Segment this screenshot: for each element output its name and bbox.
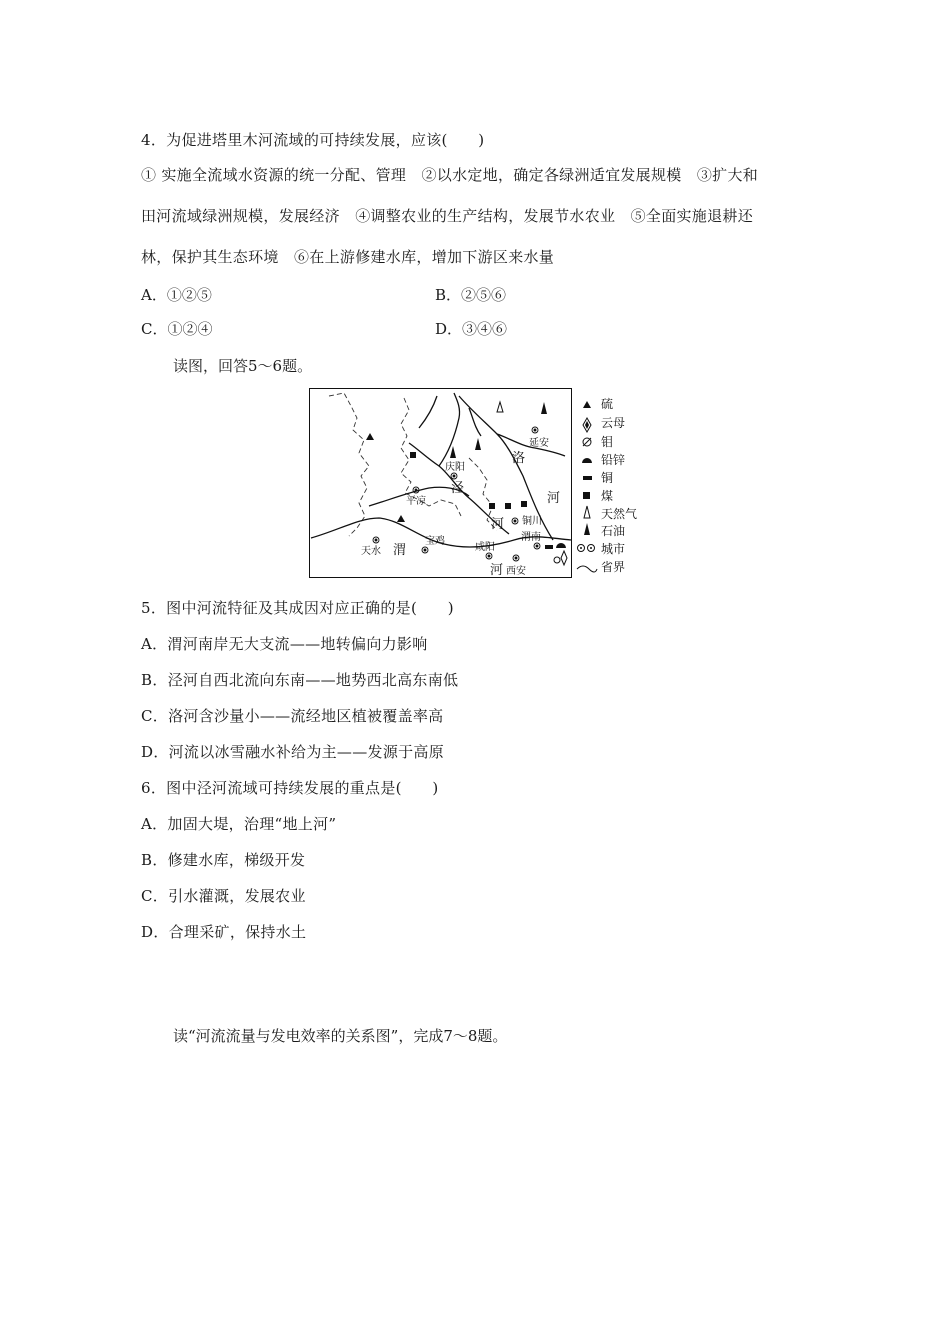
city-label-tongchuan: 铜川	[522, 516, 542, 527]
map-oil-symbol-2	[475, 438, 481, 450]
map-leadzinc-symbol	[556, 543, 566, 548]
legend-leadzinc-icon	[582, 458, 592, 463]
q5-option-a: A．渭河南岸无大支流——地转偏向力影响	[141, 635, 428, 653]
legend-sulfur: 硫	[601, 397, 614, 411]
city-label-baoji: 宝鸡	[425, 536, 445, 547]
map-gas-symbol	[497, 402, 503, 412]
map-legend	[577, 396, 637, 574]
legend-copper: 铜	[601, 471, 614, 485]
q4-option-c: C．①②④	[141, 320, 213, 338]
legend-oil-icon	[584, 523, 590, 535]
city-label-qingyang: 庆阳	[445, 462, 465, 473]
q6-option-c: C．引水灌溉，发展农业	[141, 887, 306, 905]
map-oil-symbol	[450, 446, 456, 458]
map-copper-symbol	[545, 545, 553, 549]
legend-mica: 云母	[601, 416, 626, 430]
river-label-jing-he: 河	[491, 517, 505, 532]
q4-statements-line3: 林，保护其生态环境 ⑥在上游修建水库，增加下游区来水量	[141, 248, 555, 266]
map-coal-symbol	[410, 452, 416, 458]
legend-gas: 天然气	[601, 507, 638, 521]
legend-copper-icon	[583, 476, 592, 480]
legend-oil: 石油	[601, 524, 626, 538]
city-label-pingliang: 平凉	[406, 496, 426, 507]
city-label-yanan: 延安	[529, 438, 549, 449]
city-label-tianshui: 天水	[361, 546, 381, 557]
q5-stem: 5．图中河流特征及其成因对应正确的是( )	[141, 599, 454, 617]
city-label-xianyang: 咸阳	[475, 542, 495, 553]
q4-option-b: B．②⑤⑥	[435, 286, 507, 304]
q4-statements-line2: 田河流域绿洲规模，发展经济 ④调整农业的生产结构，发展节水农业 ⑤全面实施退耕还	[141, 207, 754, 225]
river-label-wei: 渭	[393, 543, 407, 558]
river-label-luo: 洛	[512, 451, 526, 466]
legend-city: 城市	[601, 542, 626, 556]
legend-boundary-icon	[577, 566, 597, 572]
map-molybdenum-symbol	[554, 557, 560, 563]
q5-option-c: C．洛河含沙量小——流经地区植被覆盖率高	[141, 707, 444, 725]
river-basin-map	[309, 388, 641, 578]
legend-coal: 煤	[601, 489, 614, 503]
legend-boundary: 省界	[601, 560, 626, 574]
map-sulfur-symbol	[366, 433, 374, 440]
q6-option-b: B．修建水库，梯级开发	[141, 851, 306, 869]
river-label-luo-he: 河	[547, 491, 561, 506]
city-label-weinan: 渭南	[521, 532, 541, 543]
legend-leadzinc: 铅锌	[601, 453, 626, 467]
legend-coal-icon	[583, 492, 590, 499]
map-coal-symbol-2	[489, 503, 495, 509]
map-mica-symbol	[561, 551, 567, 565]
river-label-wei-he: 河	[490, 563, 504, 578]
q6-stem: 6．图中泾河流域可持续发展的重点是( )	[141, 779, 439, 797]
q4-statements-line1: ① 实施全流域水资源的统一分配、管理 ②以水定地，确定各绿洲适宜发展规模 ③扩大和	[141, 166, 759, 184]
river-label-jing: 泾	[451, 481, 465, 496]
map-frame	[310, 389, 572, 578]
intro-q7-8: 读“河流流量与发电效率的关系图”，完成7～8题。	[173, 1027, 508, 1045]
map-oil-symbol-3	[541, 402, 547, 414]
legend-gas-icon	[584, 506, 590, 518]
q4-option-d: D．③④⑥	[435, 320, 508, 338]
intro-q5-6: 读图，回答5～6题。	[173, 357, 313, 375]
map-sulfur-symbol-2	[397, 515, 405, 522]
city-label-xian: 西安	[506, 566, 526, 577]
q4-option-a: A．①②⑤	[141, 286, 212, 304]
legend-molybdenum: 钼	[601, 435, 614, 449]
q5-option-d: D．河流以冰雪融水补给为主——发源于高原	[141, 743, 445, 761]
map-coal-symbol-3	[505, 503, 511, 509]
map-coal-symbol-4	[521, 501, 527, 507]
q5-option-b: B．泾河自西北流向东南——地势西北高东南低	[141, 671, 459, 689]
legend-sulfur-icon	[583, 401, 591, 408]
q6-option-d: D．合理采矿，保持水土	[141, 923, 307, 941]
q4-stem: 4．为促进塔里木河流域的可持续发展，应该( )	[141, 131, 485, 149]
q6-option-a: A．加固大堤，治理“地上河”	[141, 815, 337, 833]
